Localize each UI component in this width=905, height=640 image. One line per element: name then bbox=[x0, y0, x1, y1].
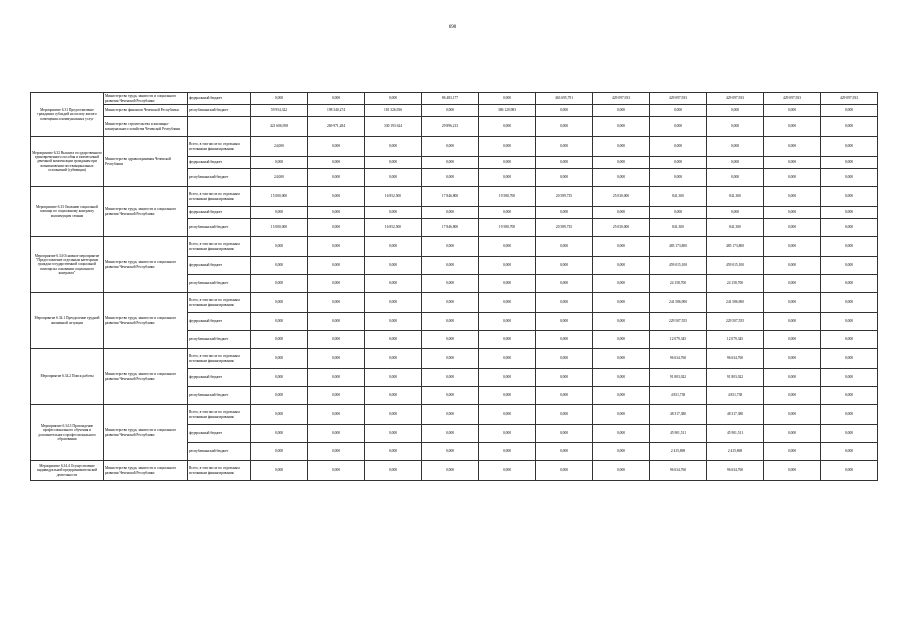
table-cell: 0,000 bbox=[479, 237, 536, 257]
table-cell: Мероприятие 6.34.1 Преодоление трудной жизненной ситуации bbox=[31, 293, 104, 349]
table-cell: 91 803,022 bbox=[707, 369, 764, 387]
table-cell: 0,000 bbox=[422, 207, 479, 219]
table-cell: 0,000 bbox=[422, 157, 479, 169]
table-cell: 91 803,022 bbox=[650, 369, 707, 387]
table-cell bbox=[188, 117, 251, 137]
table-cell: 0,000 bbox=[479, 169, 536, 187]
table-cell: 96 634,760 bbox=[650, 349, 707, 369]
table-cell: 24,000 bbox=[251, 137, 308, 157]
table-cell: 0,000 bbox=[536, 387, 593, 405]
table-cell: 0,000 bbox=[251, 331, 308, 349]
table-cell: 0,000 bbox=[422, 313, 479, 331]
table-cell: 0,000 bbox=[821, 331, 878, 349]
table-cell: Мероприятие 6.32 Выплата государственного единовременного пособия и ежемесячной денежной компенсации гражданам при возникновении поствакцинальных осложнений (субвенция) bbox=[31, 137, 104, 187]
table-cell: 0,000 bbox=[764, 387, 821, 405]
table-cell: 19 580,700 bbox=[479, 219, 536, 237]
table-cell: 0,000 bbox=[422, 443, 479, 461]
table-cell: 24 158,700 bbox=[707, 275, 764, 293]
table-cell: 0,000 bbox=[593, 275, 650, 293]
table-cell: 0,000 bbox=[593, 207, 650, 219]
table-cell: 0,000 bbox=[251, 461, 308, 481]
table-cell: 0,000 bbox=[593, 461, 650, 481]
table-cell: 0,000 bbox=[365, 331, 422, 349]
table-cell: 0,000 bbox=[308, 349, 365, 369]
table-row bbox=[31, 187, 878, 207]
table-cell: 0,000 bbox=[365, 275, 422, 293]
table-cell: 0,000 bbox=[479, 93, 536, 105]
table-cell: федеральный бюджет bbox=[188, 157, 251, 169]
table-cell: 2 415,869 bbox=[707, 443, 764, 461]
table-cell: 0,000 bbox=[308, 293, 365, 313]
table-cell: 0,000 bbox=[308, 137, 365, 157]
table-cell: 0,000 bbox=[821, 219, 878, 237]
table-cell: 841,300 bbox=[650, 187, 707, 207]
table-cell: 17 846,800 bbox=[422, 187, 479, 207]
table-cell: 0,000 bbox=[479, 443, 536, 461]
table-cell: 0,000 bbox=[308, 157, 365, 169]
table-cell: 0,000 bbox=[479, 157, 536, 169]
table-cell: 181 326,936 bbox=[365, 105, 422, 117]
table-cell: 0,000 bbox=[365, 443, 422, 461]
table-cell: 0,000 bbox=[650, 137, 707, 157]
table-cell: 459 015,100 bbox=[650, 257, 707, 275]
table-cell: 0,000 bbox=[365, 137, 422, 157]
table-cell: 0,000 bbox=[593, 257, 650, 275]
table-cell: республиканский бюджет bbox=[188, 331, 251, 349]
table-cell: 19 580,700 bbox=[479, 187, 536, 207]
table-cell: 0,000 bbox=[650, 157, 707, 169]
table-cell: 86 483,177 bbox=[422, 93, 479, 105]
table-cell: 0,000 bbox=[251, 313, 308, 331]
table-cell: 0,000 bbox=[365, 237, 422, 257]
table-cell: 0,000 bbox=[365, 405, 422, 425]
table-cell: 0,000 bbox=[593, 169, 650, 187]
table-cell: 0,000 bbox=[821, 169, 878, 187]
table-cell: 0,000 bbox=[365, 387, 422, 405]
table-cell: 0,000 bbox=[422, 169, 479, 187]
table-cell: Министерство труда, занятости и социального развития Чеченской Республики bbox=[104, 237, 188, 293]
table-cell: 0,000 bbox=[821, 405, 878, 425]
table-cell: федеральный бюджет bbox=[188, 425, 251, 443]
table-cell: 0,000 bbox=[422, 137, 479, 157]
table-cell: 12 079,345 bbox=[650, 331, 707, 349]
table-cell: 429 097,933 bbox=[593, 93, 650, 105]
table-cell: 0,000 bbox=[251, 207, 308, 219]
table-cell: 17 846,800 bbox=[422, 219, 479, 237]
table-cell: 0,000 bbox=[593, 293, 650, 313]
table-cell: 429 097,933 bbox=[764, 93, 821, 105]
table-cell: 25 030,000 bbox=[593, 219, 650, 237]
table-cell: 241 586,900 bbox=[707, 293, 764, 313]
table-cell: 0,000 bbox=[707, 157, 764, 169]
table-cell: 0,000 bbox=[764, 237, 821, 257]
table-cell: 24 158,700 bbox=[650, 275, 707, 293]
table-cell: 0,000 bbox=[479, 257, 536, 275]
table-cell: 0,000 bbox=[536, 461, 593, 481]
table-cell: 0,000 bbox=[251, 275, 308, 293]
table-cell: 0,000 bbox=[593, 117, 650, 137]
table-cell: 0,000 bbox=[764, 117, 821, 137]
table-cell: 0,000 bbox=[536, 313, 593, 331]
table-cell: 24,000 bbox=[251, 169, 308, 187]
table-cell: 0,000 bbox=[764, 425, 821, 443]
table-cell: 0,000 bbox=[536, 405, 593, 425]
table-cell: Всего, в том числе по отдельным источникам финансирования: bbox=[188, 405, 251, 425]
table-cell: 0,000 bbox=[365, 425, 422, 443]
table-cell: 0,000 bbox=[764, 105, 821, 117]
table-cell: 0,000 bbox=[365, 93, 422, 105]
table-cell: 0,000 bbox=[593, 443, 650, 461]
table-cell: 0,000 bbox=[650, 117, 707, 137]
table-cell: 269 971,284 bbox=[308, 117, 365, 137]
table-cell: федеральный бюджет bbox=[188, 207, 251, 219]
table-cell: 463 695,791 bbox=[536, 93, 593, 105]
table-cell: 0,000 bbox=[707, 137, 764, 157]
table-cell: 0,000 bbox=[479, 293, 536, 313]
table-cell: 0,000 bbox=[764, 137, 821, 157]
table-cell: 0,000 bbox=[251, 349, 308, 369]
table-cell: 45 901,511 bbox=[650, 425, 707, 443]
page-number: 690 bbox=[448, 25, 457, 30]
table-cell: 0,000 bbox=[821, 137, 878, 157]
table-cell: 0,000 bbox=[764, 157, 821, 169]
table-cell: 483 173,800 bbox=[650, 237, 707, 257]
table-cell: 0,000 bbox=[365, 349, 422, 369]
table-row bbox=[31, 93, 878, 105]
table-cell: Мероприятие 6.31 Предоставление гражданам субсидий на оплату жилого помещения и коммунальных услуг bbox=[31, 93, 104, 137]
table-cell: Мероприятие 6.34 Основное мероприятие "Предоставление отдельным категориям граждан государственной социальной помощи на основании социального контракта" bbox=[31, 237, 104, 293]
table-row bbox=[31, 405, 878, 425]
table-cell: 0,000 bbox=[479, 313, 536, 331]
budget-table-body bbox=[31, 93, 878, 481]
table-cell: 0,000 bbox=[308, 187, 365, 207]
table-cell: Всего, в том числе по отдельным источникам финансирования: bbox=[188, 461, 251, 481]
table-cell: 0,000 bbox=[479, 117, 536, 137]
table-cell: федеральный бюджет bbox=[188, 93, 251, 105]
table-cell: 0,000 bbox=[251, 157, 308, 169]
table-cell: 0,000 bbox=[479, 207, 536, 219]
table-cell: 421 606,958 bbox=[251, 117, 308, 137]
table-cell: 0,000 bbox=[821, 369, 878, 387]
table-cell: Всего, в том числе по отдельным источникам финансирования: bbox=[188, 237, 251, 257]
table-cell: 0,000 bbox=[251, 387, 308, 405]
table-cell: 0,000 bbox=[707, 169, 764, 187]
table-cell: 0,000 bbox=[365, 369, 422, 387]
table-cell: 841,300 bbox=[707, 187, 764, 207]
table-cell: 59 954,322 bbox=[251, 105, 308, 117]
table-cell: 0,000 bbox=[821, 237, 878, 257]
table-cell: 0,000 bbox=[764, 219, 821, 237]
table-cell: 841,300 bbox=[650, 219, 707, 237]
table-cell: 0,000 bbox=[593, 405, 650, 425]
table-cell: 20 589,735 bbox=[536, 219, 593, 237]
table-cell: 0,000 bbox=[764, 207, 821, 219]
budget-table bbox=[30, 92, 878, 481]
table-cell: 0,000 bbox=[536, 137, 593, 157]
table-cell: 0,000 bbox=[650, 207, 707, 219]
page-bottom-cutoff bbox=[0, 598, 905, 640]
table-cell: Министерство здравоохранения Чеченской Республики bbox=[104, 137, 188, 187]
table-cell: Всего, в том числе по отдельным источникам финансирования: bbox=[188, 293, 251, 313]
table-cell: 15 000,000 bbox=[251, 187, 308, 207]
table-cell: 0,000 bbox=[536, 257, 593, 275]
table-cell: 0,000 bbox=[308, 387, 365, 405]
table-cell: 0,000 bbox=[308, 425, 365, 443]
table-cell: 241 586,900 bbox=[650, 293, 707, 313]
table-row bbox=[31, 293, 878, 313]
table-cell: Мероприятие 6.34.3 Прохождение профессионального обучения и дополнительного профессионального образования bbox=[31, 405, 104, 461]
table-cell: 0,000 bbox=[764, 293, 821, 313]
table-cell: 0,000 bbox=[365, 257, 422, 275]
table-cell: 0,000 bbox=[536, 331, 593, 349]
table-cell: 229 507,555 bbox=[650, 313, 707, 331]
table-cell: 0,000 bbox=[422, 275, 479, 293]
table-cell: 0,000 bbox=[707, 117, 764, 137]
table-cell: 0,000 bbox=[764, 275, 821, 293]
table-cell: 0,000 bbox=[821, 105, 878, 117]
table-cell: республиканский бюджет bbox=[188, 169, 251, 187]
table-cell: Министерство труда, занятости и социального развития Чеченской Республики bbox=[104, 461, 188, 481]
table-cell: 0,000 bbox=[821, 275, 878, 293]
table-cell: 0,000 bbox=[821, 117, 878, 137]
table-cell: 0,000 bbox=[821, 461, 878, 481]
table-cell: Всего, в том числе по отдельным источникам финансирования: bbox=[188, 349, 251, 369]
table-cell: 386 120,983 bbox=[479, 105, 536, 117]
table-cell: республиканский бюджет bbox=[188, 219, 251, 237]
table-cell: 0,000 bbox=[479, 405, 536, 425]
table-cell: 0,000 bbox=[365, 157, 422, 169]
table-cell: 0,000 bbox=[593, 313, 650, 331]
table-cell: 0,000 bbox=[422, 331, 479, 349]
table-cell: 96 634,760 bbox=[707, 461, 764, 481]
table-cell: 0,000 bbox=[308, 169, 365, 187]
table-cell: Министерство труда, занятости и социального развития Чеченской Республики bbox=[104, 187, 188, 237]
table-cell: 0,000 bbox=[821, 387, 878, 405]
table-cell: 229 507,555 bbox=[707, 313, 764, 331]
table-cell: Всего, в том числе по отдельным источникам финансирования: bbox=[188, 137, 251, 157]
table-cell: 0,000 bbox=[536, 369, 593, 387]
table-cell: 459 015,100 bbox=[707, 257, 764, 275]
table-cell: 0,000 bbox=[308, 461, 365, 481]
table-cell: Министерство труда, занятости и социального развития Чеченской Республики bbox=[104, 93, 188, 105]
table-cell: 0,000 bbox=[308, 443, 365, 461]
table-cell: 0,000 bbox=[650, 169, 707, 187]
table-row bbox=[31, 461, 878, 481]
table-cell: 4 831,738 bbox=[650, 387, 707, 405]
table-cell: 0,000 bbox=[308, 237, 365, 257]
table-cell: 0,000 bbox=[821, 293, 878, 313]
table-cell: 0,000 bbox=[707, 207, 764, 219]
table-cell: 0,000 bbox=[365, 207, 422, 219]
table-cell: 0,000 bbox=[308, 313, 365, 331]
table-cell: 0,000 bbox=[764, 369, 821, 387]
table-row bbox=[31, 137, 878, 157]
table-cell: 0,000 bbox=[707, 105, 764, 117]
table-cell: 16 852,500 bbox=[365, 187, 422, 207]
table-cell: 0,000 bbox=[536, 207, 593, 219]
table-cell: 0,000 bbox=[593, 387, 650, 405]
table-cell: 96 634,760 bbox=[650, 461, 707, 481]
table-cell: федеральный бюджет bbox=[188, 313, 251, 331]
table-cell: 429 097,933 bbox=[650, 93, 707, 105]
table-cell: 0,000 bbox=[422, 293, 479, 313]
table-cell: 841,300 bbox=[707, 219, 764, 237]
table-cell: 0,000 bbox=[479, 137, 536, 157]
table-cell: 25 030,000 bbox=[593, 187, 650, 207]
table-cell: 0,000 bbox=[422, 387, 479, 405]
table-cell: 0,000 bbox=[422, 425, 479, 443]
table-cell: 429 097,933 bbox=[821, 93, 878, 105]
table-cell: Министерство труда, занятости и социального развития Чеченской Республики bbox=[104, 405, 188, 461]
table-cell: 0,000 bbox=[821, 207, 878, 219]
table-cell: 0,000 bbox=[593, 157, 650, 169]
table-cell: 0,000 bbox=[821, 425, 878, 443]
table-cell: Мероприятие 6.34.4 Осуществление индивидуальной предпринимательской деятельности bbox=[31, 461, 104, 481]
table-cell: 2 415,869 bbox=[650, 443, 707, 461]
table-cell: 0,000 bbox=[536, 275, 593, 293]
table-cell: Всего, в том числе по отдельным источникам финансирования: bbox=[188, 187, 251, 207]
table-cell: 0,000 bbox=[536, 169, 593, 187]
table-cell: 0,000 bbox=[536, 105, 593, 117]
table-cell: 0,000 bbox=[764, 169, 821, 187]
table-cell: 0,000 bbox=[821, 349, 878, 369]
table-cell: 29 896,213 bbox=[422, 117, 479, 137]
table-cell: 0,000 bbox=[479, 369, 536, 387]
table-cell: 0,000 bbox=[479, 331, 536, 349]
table-cell: 0,000 bbox=[536, 349, 593, 369]
table-cell: республиканский бюджет bbox=[188, 105, 251, 117]
table-cell: 330 193 624 bbox=[365, 117, 422, 137]
table-cell: 0,000 bbox=[251, 293, 308, 313]
table-cell: 0,000 bbox=[764, 405, 821, 425]
table-cell: федеральный бюджет bbox=[188, 369, 251, 387]
table-row bbox=[31, 237, 878, 257]
table-cell: 198 340,274 bbox=[308, 105, 365, 117]
table-cell: 0,000 bbox=[821, 157, 878, 169]
table-cell: 0,000 bbox=[365, 313, 422, 331]
table-cell: 0,000 bbox=[422, 369, 479, 387]
table-cell: 0,000 bbox=[821, 187, 878, 207]
table-cell: 0,000 bbox=[422, 405, 479, 425]
table-cell: 0,000 bbox=[764, 187, 821, 207]
table-cell: 0,000 bbox=[365, 169, 422, 187]
table-cell: 0,000 bbox=[365, 461, 422, 481]
table-cell: 20 589,735 bbox=[536, 187, 593, 207]
table-cell: 0,000 bbox=[479, 425, 536, 443]
table-cell: 0,000 bbox=[251, 93, 308, 105]
table-cell: Министерство строительства и жилищно-коммунального хозяйства Чеченской Республики bbox=[104, 117, 188, 137]
table-cell: Министерство финансов Чеченской Республики bbox=[104, 105, 188, 117]
table-cell: 0,000 bbox=[536, 293, 593, 313]
table-cell: 429 097,933 bbox=[707, 93, 764, 105]
table-cell: федеральный бюджет bbox=[188, 257, 251, 275]
table-cell: 0,000 bbox=[764, 313, 821, 331]
table-cell: Мероприятие 6.33 Оказание социальной помощи по социальному контракту малоимущим семьям bbox=[31, 187, 104, 237]
table-row bbox=[31, 117, 878, 137]
table-cell: 0,000 bbox=[365, 293, 422, 313]
table-cell: 0,000 bbox=[536, 117, 593, 137]
table-cell: 0,000 bbox=[422, 461, 479, 481]
table-cell: республиканский бюджет bbox=[188, 443, 251, 461]
table-cell: 0,000 bbox=[821, 443, 878, 461]
table-cell: 0,000 bbox=[821, 257, 878, 275]
table-cell: 12 079,345 bbox=[707, 331, 764, 349]
table-cell: 0,000 bbox=[536, 237, 593, 257]
table-cell: Министерство труда, занятости и социального развития Чеченской Республики bbox=[104, 293, 188, 349]
table-cell: 0,000 bbox=[536, 425, 593, 443]
table-cell: 0,000 bbox=[536, 443, 593, 461]
table-cell: 0,000 bbox=[251, 257, 308, 275]
table-cell: 0,000 bbox=[479, 349, 536, 369]
table-cell: 0,000 bbox=[593, 137, 650, 157]
table-cell: 16 852,500 bbox=[365, 219, 422, 237]
table-cell: 483 173,800 bbox=[707, 237, 764, 257]
table-cell: 4 831,738 bbox=[707, 387, 764, 405]
table-cell: 0,000 bbox=[251, 443, 308, 461]
table-cell: 48 317,380 bbox=[650, 405, 707, 425]
table-cell: 0,000 bbox=[593, 349, 650, 369]
table-cell: 0,000 bbox=[821, 313, 878, 331]
table-cell: 0,000 bbox=[251, 237, 308, 257]
table-cell: 0,000 bbox=[764, 443, 821, 461]
table-cell: 0,000 bbox=[308, 369, 365, 387]
table-cell: 96 634,760 bbox=[707, 349, 764, 369]
table-cell: 0,000 bbox=[308, 93, 365, 105]
table-cell: 0,000 bbox=[308, 405, 365, 425]
table-cell: 0,000 bbox=[422, 105, 479, 117]
table-row bbox=[31, 349, 878, 369]
table-cell: 45 901,511 bbox=[707, 425, 764, 443]
table-cell: 0,000 bbox=[422, 237, 479, 257]
table-row bbox=[31, 105, 878, 117]
table-cell: 0,000 bbox=[593, 331, 650, 349]
table-cell: 15 000,000 bbox=[251, 219, 308, 237]
table-cell: 0,000 bbox=[764, 257, 821, 275]
table-cell: 0,000 bbox=[764, 461, 821, 481]
table-cell: 0,000 bbox=[593, 237, 650, 257]
table-cell: 0,000 bbox=[308, 275, 365, 293]
table-cell: 0,000 bbox=[479, 461, 536, 481]
table-cell: 0,000 bbox=[308, 331, 365, 349]
table-cell: 0,000 bbox=[764, 349, 821, 369]
table-cell: 0,000 bbox=[764, 331, 821, 349]
table-cell: 0,000 bbox=[251, 369, 308, 387]
table-cell: 0,000 bbox=[422, 257, 479, 275]
table-cell: 0,000 bbox=[308, 207, 365, 219]
table-cell: 0,000 bbox=[650, 105, 707, 117]
table-cell: 0,000 bbox=[536, 157, 593, 169]
table-cell: Министерство труда, занятости и социального развития Чеченской Республики bbox=[104, 349, 188, 405]
table-cell: 0,000 bbox=[479, 387, 536, 405]
table-cell: 0,000 bbox=[422, 349, 479, 369]
table-cell: 0,000 bbox=[308, 219, 365, 237]
table-cell: 0,000 bbox=[308, 257, 365, 275]
table-cell: 0,000 bbox=[593, 369, 650, 387]
table-cell: 0,000 bbox=[479, 275, 536, 293]
table-cell: 0,000 bbox=[593, 425, 650, 443]
table-cell: 48 317,380 bbox=[707, 405, 764, 425]
table-cell: республиканский бюджет bbox=[188, 387, 251, 405]
table-cell: республиканский бюджет bbox=[188, 275, 251, 293]
table-cell: 0,000 bbox=[251, 405, 308, 425]
table-cell: Мероприятие 6.34.2 Поиск работы bbox=[31, 349, 104, 405]
table-cell: 0,000 bbox=[251, 425, 308, 443]
table-cell: 0,000 bbox=[593, 105, 650, 117]
